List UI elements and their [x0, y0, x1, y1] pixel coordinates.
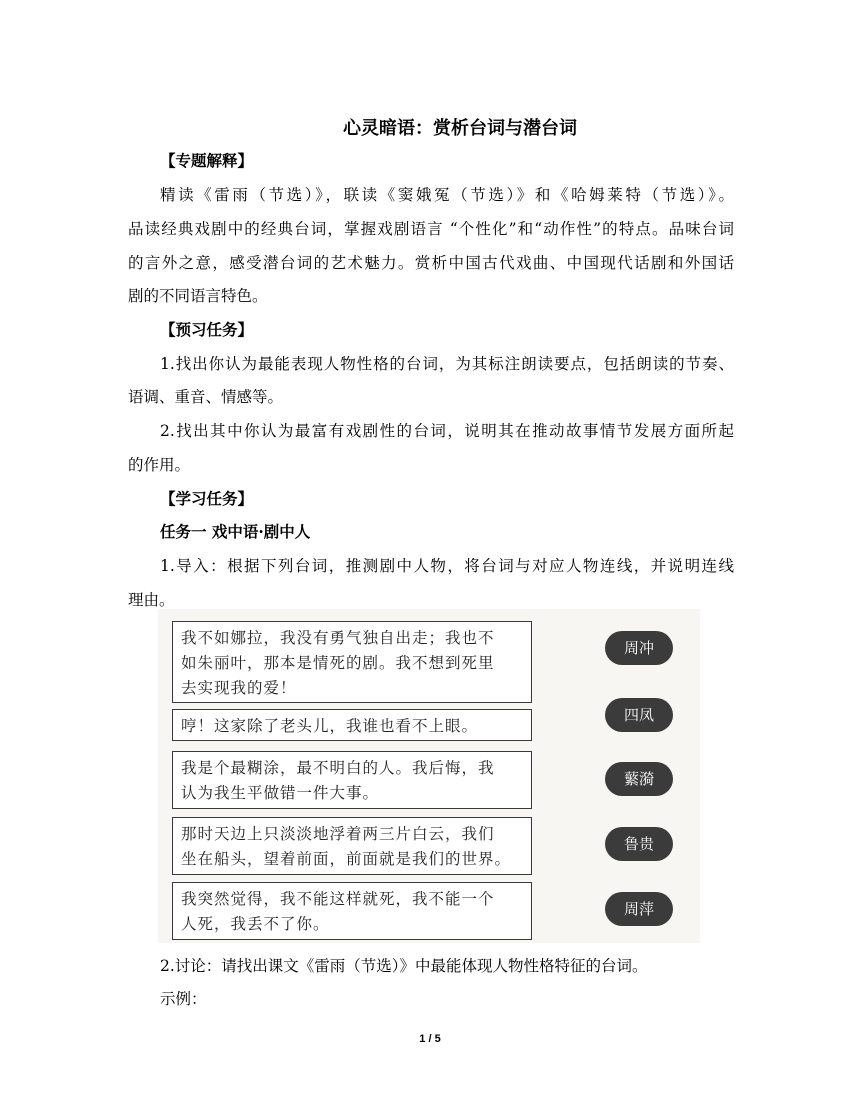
character-name-badge: 鲁贵	[605, 827, 673, 861]
intro-line: 的言外之意，感受潜台词的艺术魅力。赏析中国古代戏曲、中国现代话剧和外国话	[128, 254, 734, 272]
intro-line: 剧的不同语言特色。	[128, 287, 268, 305]
preview-line: 1.找出你认为最能表现人物性格的台词，为其标注朗读要点，包括朗读的节奏、	[160, 355, 734, 373]
page-number: 1 / 5	[419, 1033, 441, 1045]
quote-box: 我不如娜拉，我没有勇气独自出走；我也不 如朱丽叶，那本是情死的剧。我不想到死里 去实现我的爱！	[172, 621, 532, 703]
quote-box: 哼！这家除了老头儿，我谁也看不上眼。	[172, 709, 532, 741]
quote-box: 我是个最糊涂，最不明白的人。我后悔，我 认为我生平做错一件大事。	[172, 751, 532, 809]
quote-box: 我突然觉得，我不能这样就死，我不能一个 人死，我丢不了你。	[172, 882, 532, 940]
intro-line: 品读经典戏剧中的经典台词，掌握戏剧语言 “个性化”和“动作性”的特点。品味台词	[128, 220, 734, 238]
example-label: 示例：	[160, 990, 207, 1008]
character-name-badge: 周萍	[605, 892, 673, 926]
character-name-badge: 周冲	[605, 631, 673, 665]
preview-line: 2.找出其中你认为最富有戏剧性的台词，说明其在推动故事情节发展方面所起	[160, 422, 734, 440]
page-title: 心灵暗语：赏析台词与潜台词	[343, 118, 577, 139]
preview-line: 的作用。	[128, 456, 191, 474]
section-heading-explanation: 【专题解释】	[160, 151, 254, 170]
intro-line: 精读《雷雨（节选）》，联读《窦娥冤（节选）》和《哈姆莱特（节选）》。	[160, 186, 734, 204]
character-name-badge: 四凤	[605, 698, 673, 732]
section-heading-learning: 【学习任务】	[160, 489, 254, 508]
discussion-line: 2.讨论：请找出课文《雷雨（节选）》中最能体现人物性格特征的台词。	[160, 957, 648, 975]
matching-figure	[158, 609, 700, 943]
task1-heading: 任务一 戏中语·剧中人	[160, 522, 311, 541]
section-heading-preview: 【预习任务】	[160, 320, 254, 339]
task1-line: 1.导入：根据下列台词，推测剧中人物，将台词与对应人物连线，并说明连线	[160, 557, 734, 575]
character-name-badge: 蘩漪	[605, 762, 673, 796]
quote-box: 那时天边上只淡淡地浮着两三片白云，我们 坐在船头，望着前面，前面就是我们的世界。	[172, 817, 532, 875]
preview-line: 语调、重音、情感等。	[128, 388, 284, 406]
task1-line: 理由。	[128, 591, 175, 609]
